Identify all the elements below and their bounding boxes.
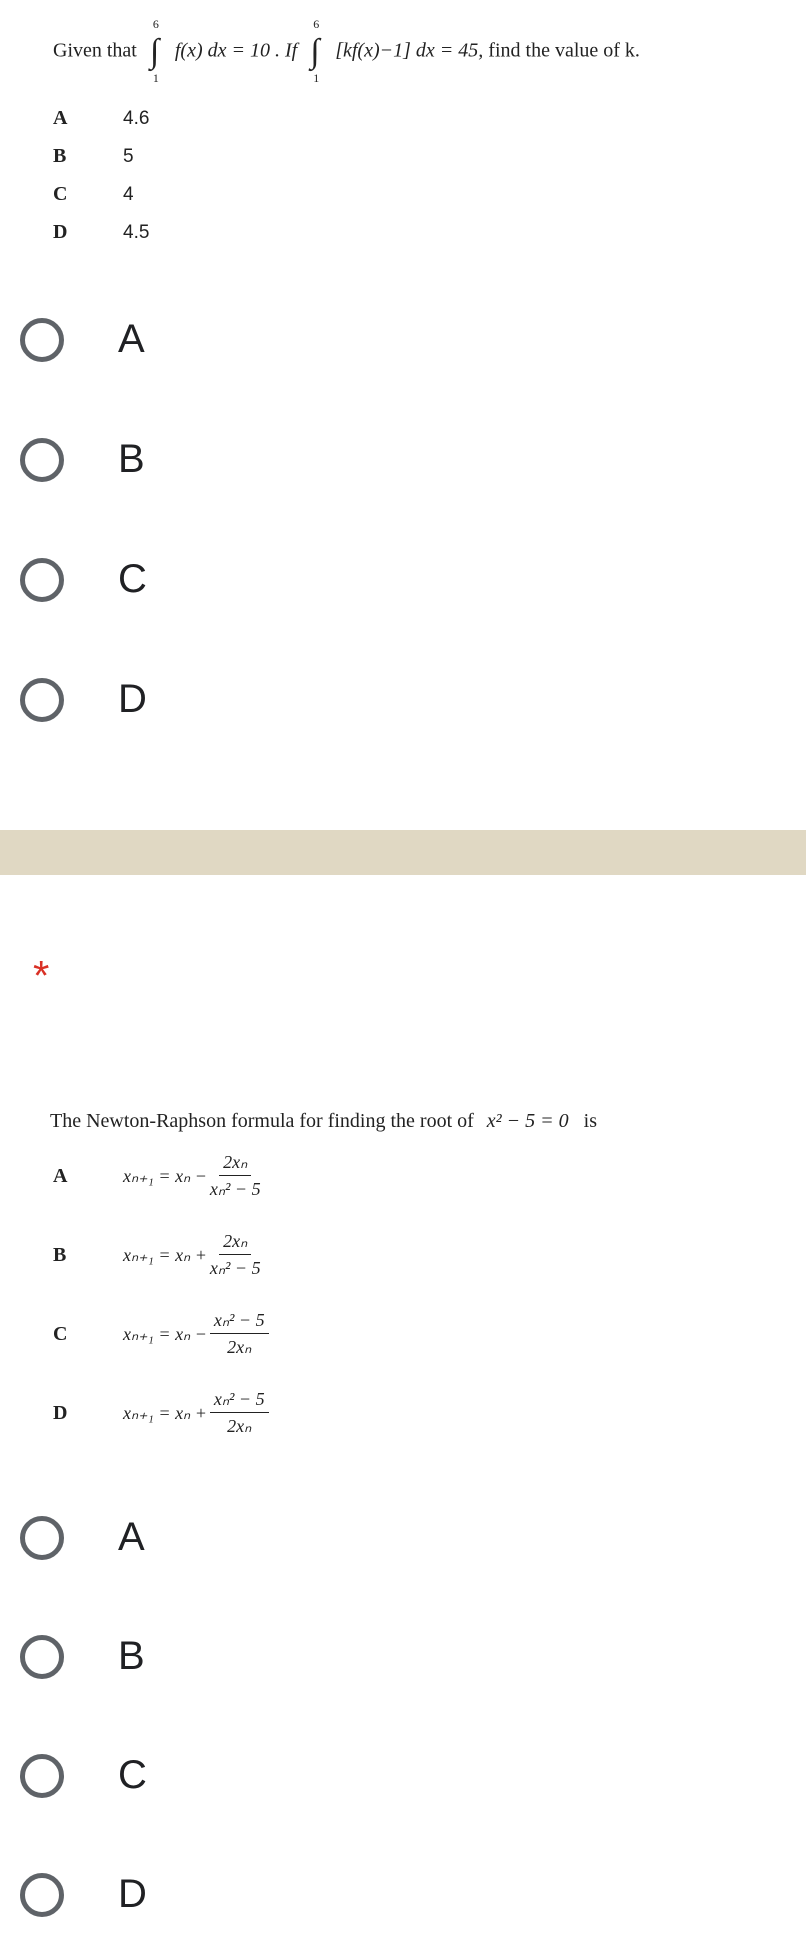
fraction: $\frac{\text{2xₙ}}{\text{xₙ² − 5}}$ [209, 1231, 261, 1278]
option-row-a: A 4.6 [53, 107, 150, 129]
radio-choice-a[interactable]: A [20, 1515, 145, 1560]
question-1-stem [53, 17, 640, 85]
radio-choice-b[interactable]: B [20, 437, 145, 482]
radio-button[interactable] [20, 1516, 64, 1560]
integral-1-body: f(x) dx = 10 . If [174, 39, 298, 62]
radio-button[interactable] [20, 318, 64, 362]
option-row-d: D 4.5 [53, 221, 150, 243]
radio-button[interactable] [20, 1635, 64, 1679]
radio-button[interactable] [20, 438, 64, 482]
radio-choice-b[interactable]: B [20, 1634, 145, 1679]
stem-equation: x² − 5 = 0 [486, 1110, 569, 1132]
radio-button[interactable] [20, 678, 64, 722]
radio-button[interactable] [20, 1873, 64, 1917]
radio-choice-d[interactable]: D [20, 1872, 147, 1917]
question-2 [0, 875, 806, 1951]
radio-choice-d[interactable]: D [20, 677, 147, 722]
stem-text: The Newton-Raphson formula for finding the root of [50, 1110, 474, 1132]
option-row-a: A xₙ₊₁ = xₙ − $\frac{\text{2xₙ}}{\text{xₙ² − 5}}$ [53, 1152, 261, 1199]
integral-1: 6 ∫ 1 [149, 17, 160, 85]
option-row-b: B xₙ₊₁ = xₙ + $\frac{\text{2xₙ}}{\text{xₙ² − 5}}$ [53, 1231, 261, 1278]
fraction: $\frac{\text{xₙ² − 5}}{\text{2xₙ}}$ [210, 1310, 269, 1358]
option-row-b: B 5 [53, 145, 134, 167]
required-marker: * [33, 952, 50, 999]
integral-2-body: [kf(x)−1] dx = 45, [335, 39, 484, 62]
section-divider [0, 830, 806, 875]
radio-button[interactable] [20, 1754, 64, 1798]
radio-button[interactable] [20, 558, 64, 602]
option-row-d: D xₙ₊₁ = xₙ + $\frac{\text{xₙ² − 5}}{\text{2xₙ}}$ [53, 1389, 272, 1437]
stem-end: is [583, 1110, 598, 1132]
option-row-c: C 4 [53, 183, 134, 205]
integral-2: 6 ∫ 1 [310, 17, 320, 85]
stem-prefix: Given that [53, 39, 137, 62]
option-row-c: C xₙ₊₁ = xₙ − $\frac{\text{xₙ² − 5}}{\text{2xₙ}}$ [53, 1310, 272, 1358]
fraction: $\frac{\text{2xₙ}}{\text{xₙ² − 5}}$ [209, 1152, 261, 1199]
radio-choice-a[interactable]: A [20, 317, 145, 362]
question-1 [0, 0, 806, 830]
radio-choice-c[interactable]: C [20, 557, 147, 602]
fraction: $\frac{\text{xₙ² − 5}}{\text{2xₙ}}$ [210, 1389, 269, 1437]
question-2-stem [50, 1111, 597, 1131]
radio-choice-c[interactable]: C [20, 1753, 147, 1798]
stem-suffix: find the value of k. [488, 39, 640, 62]
